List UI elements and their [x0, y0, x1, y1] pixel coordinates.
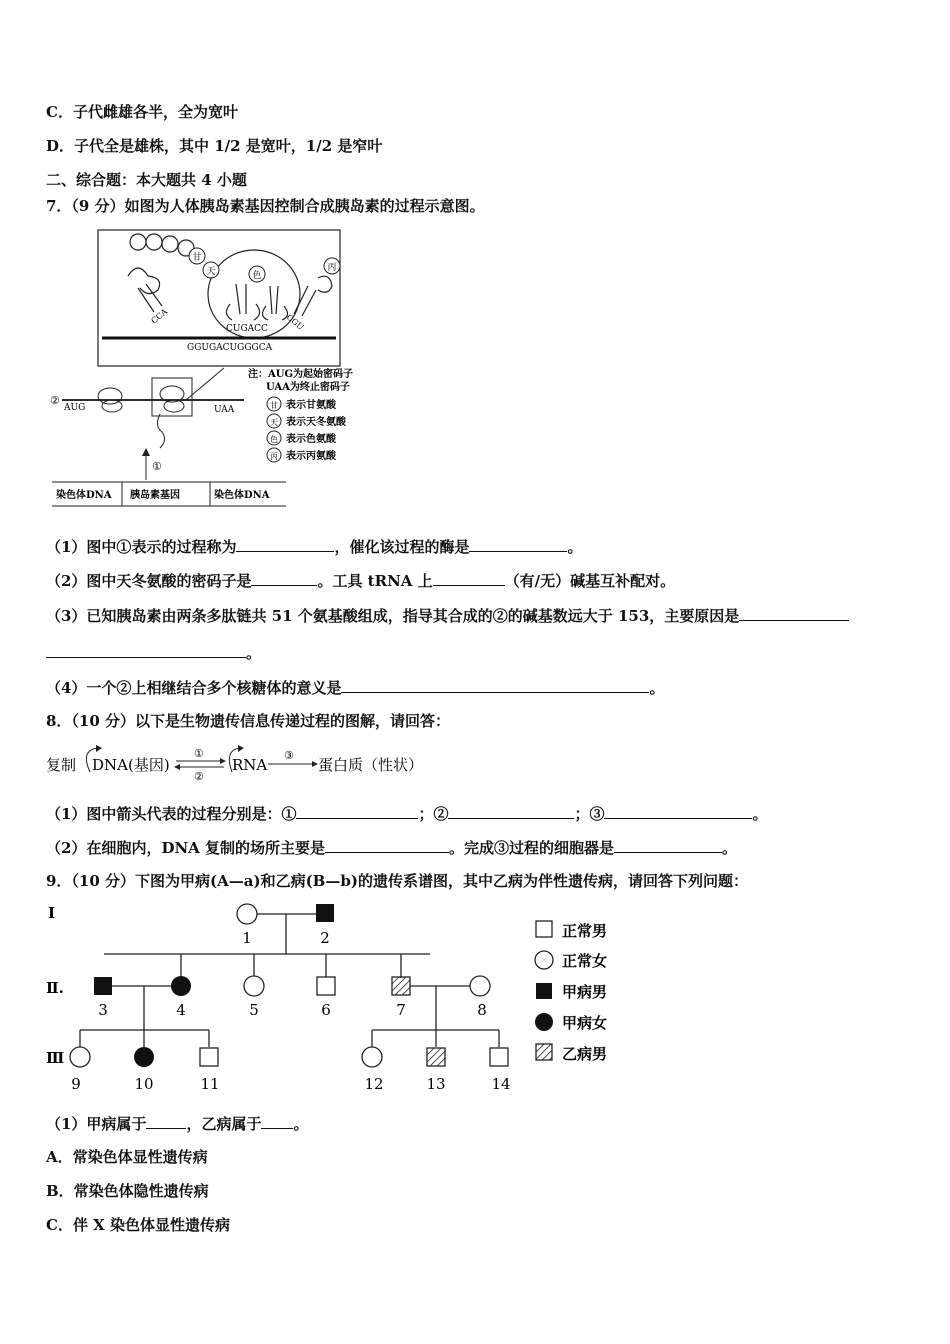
q7-part1: （1）图中①表示的过程称为 ，催化该过程的酶是 。: [46, 538, 583, 556]
option-c: C．子代雌雄各半，全为宽叶: [46, 103, 238, 121]
individual-5: [244, 976, 264, 996]
individual-3: [94, 977, 112, 995]
q7-part4: （4）一个②上相继结合多个核糖体的意义是 。: [46, 679, 665, 697]
q9-part1: （1）甲病属于 ，乙病属于 。: [46, 1115, 309, 1133]
individual-2: [316, 904, 334, 922]
rna-node: RNA: [232, 756, 268, 774]
num-13: 13: [426, 1075, 446, 1093]
num-14: 14: [491, 1075, 511, 1093]
q8-part1: （1）图中箭头代表的过程分别是：① ；② ；③ 。: [46, 805, 768, 823]
note-icon-asp: 天: [270, 418, 278, 427]
section-heading: 二、综合题：本大题共 4 小题: [46, 171, 247, 189]
note-icon-trp: 色: [270, 435, 278, 444]
protein-node: 蛋白质（性状）: [318, 756, 424, 774]
replicate-label: 复制: [46, 756, 77, 774]
individual-11: [200, 1048, 218, 1066]
q9-option-c: C．伴 X 染色体显性遗传病: [46, 1216, 231, 1234]
num-11: 11: [200, 1075, 220, 1093]
gen-3: Ⅲ: [46, 1049, 65, 1067]
num-2: 2: [320, 929, 330, 947]
arrow-2-label: ②: [194, 770, 204, 783]
label-1: ①: [152, 460, 162, 473]
num-3: 3: [98, 1001, 108, 1019]
aa-asp: 天: [206, 267, 216, 277]
individual-9: [70, 1047, 90, 1067]
q9-option-a: A．常染色体显性遗传病: [46, 1148, 208, 1166]
note-stop-codon: UAA为终止密码子: [266, 382, 350, 393]
start-codon: AUG: [64, 403, 86, 413]
note-asp: 表示天冬氨酸: [286, 417, 346, 428]
q7-part3: （3）已知胰岛素由两条多肽链共 51 个氨基酸组成，指导其合成的②的碱基数远大于 153，主要原因是: [46, 605, 849, 626]
legend-b-male: 乙病男: [562, 1045, 608, 1063]
pedigree-chart: [46, 898, 626, 1098]
q9-option-b: B．常染色体隐性遗传病: [46, 1182, 209, 1200]
q7-part3-cont: 。: [46, 642, 261, 663]
individual-13: [427, 1048, 445, 1066]
num-7: 7: [396, 1001, 406, 1019]
ribosome-highlight-box: [152, 378, 192, 416]
individual-8: [470, 976, 490, 996]
codon-pair-label: CUGACC: [226, 324, 268, 334]
note-icon-gly: 甘: [270, 401, 278, 410]
individual-10: [134, 1047, 154, 1067]
dna-label-gene: 胰岛素基因: [130, 490, 180, 501]
note-trp: 表示色氨酸: [286, 434, 336, 445]
num-9: 9: [71, 1075, 81, 1093]
dna-label-right: 染色体DNA: [214, 490, 270, 501]
aa-ala: 丙: [327, 263, 337, 273]
aa-gly-1: 甘: [192, 253, 202, 263]
note-ala: 表示丙氨酸: [286, 451, 336, 462]
num-12: 12: [364, 1075, 384, 1093]
dna-label-left: 染色体DNA: [56, 490, 112, 501]
gen-1: Ⅰ: [48, 904, 56, 922]
insulin-synthesis-diagram: [46, 226, 376, 508]
individual-12: [362, 1047, 382, 1067]
legend-a-male: 甲病男: [562, 983, 608, 1001]
option-d: D．子代全是雄株，其中 1/2 是宽叶，1/2 是窄叶: [46, 137, 383, 155]
arrow-3-label: ③: [284, 749, 294, 762]
note-icon-ala: 丙: [270, 452, 278, 461]
question-7-title: 7．（9 分）如图为人体胰岛素基因控制合成胰岛素的过程示意图。: [46, 197, 485, 215]
label-2: ②: [50, 394, 60, 407]
num-8: 8: [477, 1001, 487, 1019]
stop-codon: UAA: [214, 405, 235, 415]
legend-a-female: 甲病女: [562, 1014, 608, 1032]
individual-4: [171, 976, 191, 996]
aa-trp: 色: [252, 271, 262, 281]
anticodon-cca: CCA: [149, 307, 170, 326]
question-9-title: 9．（10 分）下图为甲病(A—a)和乙病(B—b)的遗传系谱图，其中乙病为伴性遗传病，请回答下列问题：: [46, 872, 748, 890]
central-dogma-diagram: [46, 742, 446, 786]
legend-normal-female: 正常女: [562, 952, 608, 970]
individual-14: [490, 1048, 508, 1066]
anticodon-cgu: CGU: [284, 312, 306, 332]
num-10: 10: [134, 1075, 154, 1093]
question-8-title: 8．（10 分）以下是生物遗传信息传递过程的图解，请回答：: [46, 712, 451, 730]
num-4: 4: [176, 1001, 186, 1019]
q7-part2: （2）图中天冬氨酸的密码子是 。工具 tRNA 上 （有/无）碱基互补配对。: [46, 572, 676, 590]
note-start-codon: 注：AUG为起始密码子: [248, 369, 354, 380]
legend-normal-male: 正常男: [562, 922, 608, 940]
arrow-1-label: ①: [194, 747, 204, 760]
individual-6: [317, 977, 335, 995]
individual-7: [392, 977, 410, 995]
num-1: 1: [242, 929, 252, 947]
note-gly: 表示甘氨酸: [286, 400, 336, 411]
dna-node: DNA(基因): [92, 756, 170, 774]
num-5: 5: [249, 1001, 259, 1019]
peptide-chain: [130, 234, 194, 256]
gen-2: Ⅱ.: [46, 979, 64, 997]
mrna-sequence: GGUGACUGGGCA: [187, 343, 273, 353]
q8-part2: （2）在细胞内，DNA 复制的场所主要是 。完成③过程的细胞器是 。: [46, 839, 738, 857]
num-6: 6: [321, 1001, 331, 1019]
individual-1: [237, 904, 257, 924]
